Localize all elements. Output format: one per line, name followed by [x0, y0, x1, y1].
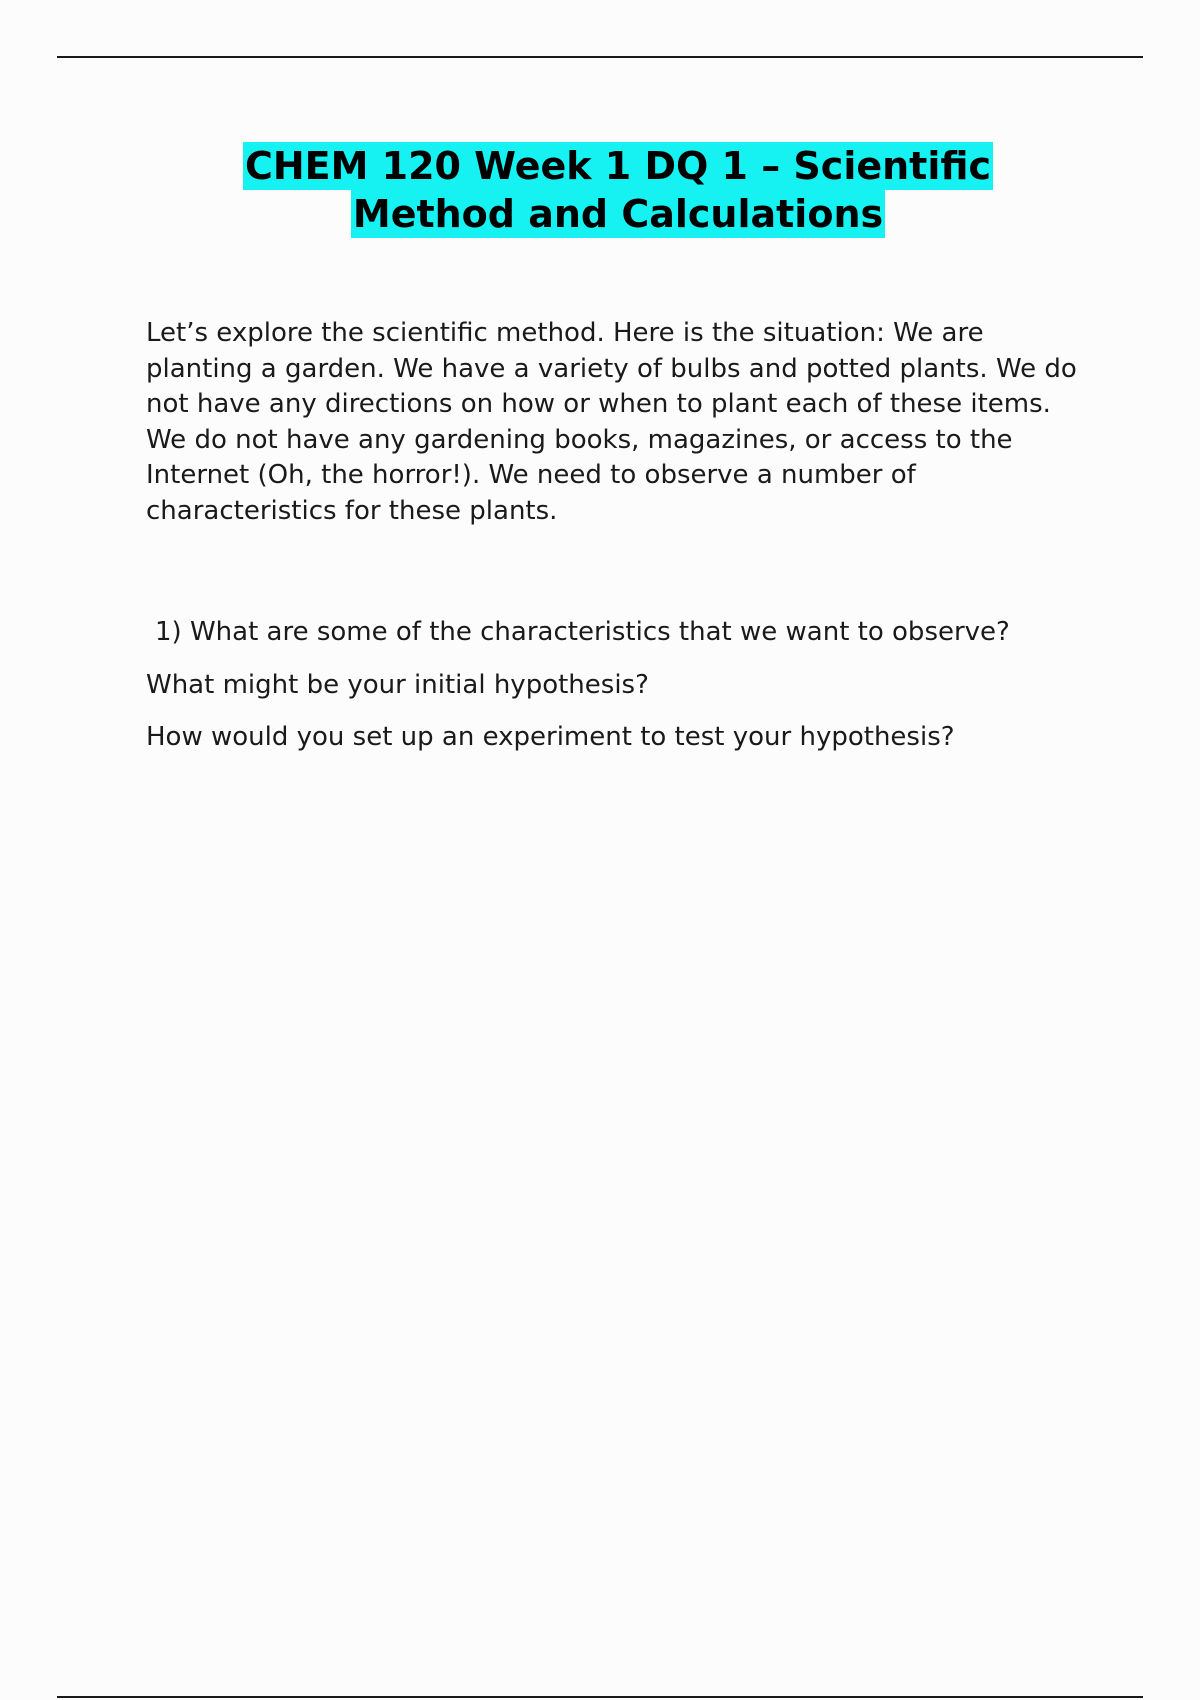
top-rule: [57, 56, 1143, 58]
title-line-1: CHEM 120 Week 1 DQ 1 – Scientific: [244, 144, 992, 188]
question-1: 1) What are some of the characteristics that we want to observe?: [155, 617, 1010, 647]
intro-paragraph: Let’s explore the scientific method. Here is the situation: We are planting a garden. We have a variety of bulbs and potted plants. We do not have any directions on how or when to plant each of these items. We do not have any gardening books, magazines, or access to the Internet (Oh, the horror!). We need to observe a number of characteristics for these plants.: [146, 318, 1077, 526]
title-line-2: Method and Calculations: [352, 192, 884, 236]
page-title: [0, 142, 1200, 238]
question-2: What might be your initial hypothesis?: [146, 670, 649, 700]
bottom-rule: [57, 1696, 1143, 1698]
question-3: How would you set up an experiment to test your hypothesis?: [146, 722, 955, 752]
